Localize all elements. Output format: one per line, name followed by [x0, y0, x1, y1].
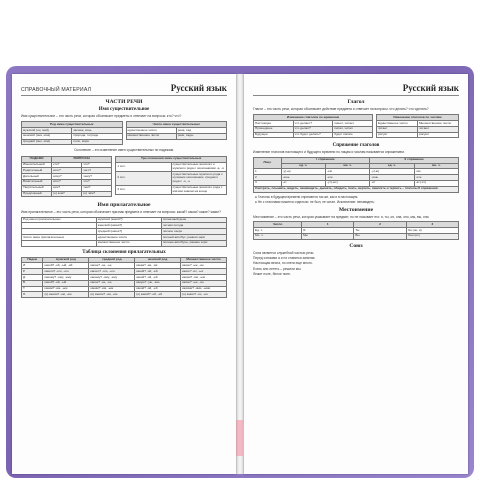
conjugation-definition: Изменение глаголов настоящего и будущего времени по лицам и числам называется спряжением. — [253, 150, 405, 155]
declension-note: Склонение – это изменение имен существительных по падежам. — [74, 148, 174, 153]
adjective-title: Имя прилагательное — [97, 202, 151, 209]
verb-tense-table: Изменение глаголов по временам Настоящее что делает? пишет, читает Прошедшее что делал? писал, читал Будущее что будет делать? будет писать — [253, 114, 373, 138]
verb-title: Глагол — [347, 99, 365, 105]
conjunction-line-1: Перед союзами а и но ставится запятая. — [253, 255, 316, 260]
left-page-header — [21, 83, 227, 96]
noun-number-table: Число имен существительных единственное число река, сад множественное число реки, сады — [126, 121, 228, 139]
reference-label: СПРАВОЧНЫЙ МАТЕРИАЛ — [21, 87, 92, 93]
noun-definition: Имя существительное – это часть речи, которая обозначает предметы и отвечает на вопросы: кто? что? — [21, 114, 182, 118]
pronoun-definition: Местоимение – это часть речи, которая указывает на предмет, но не называет его: я, ты, он, она, оно, мы, вы, они. — [253, 214, 430, 219]
bookmark-ribbon — [236, 420, 243, 456]
conjugation-title: Спряжение глаголов — [332, 143, 380, 149]
verb-number-table: Изменение глаголов по числам Единственное число Множественное число читает читают рисует рисуют — [376, 114, 459, 138]
verb-definition: Глагол – это часть речи, которая обозначает действие предмета и отвечает на вопросы: что делать? что сделать? — [253, 107, 429, 111]
verb-note-1: ● Глаголы в будущем времени спрягаются так же, как и в настоящем. — [255, 194, 359, 199]
parts-of-speech-title: ЧАСТИ РЕЧИ — [105, 99, 143, 105]
adjective-definition: Имя прилагательное – это часть речи, которая обозначает признак предмета и отвечает на вопросы: какой? какая? какое? какие? — [21, 210, 221, 215]
adjective-declension-table: Падеж мужской род средний род женский род Множественное число И. какой? -ой, -ый, -ий какое? -ое, -ее какая? -ая, -яя какие? -ые, -ие Р. какого? -ого, -его какого? -ого, -его какой? -ой, -ей каких? -их, -ых Д. какому? -ому, -ему какому? -ому, -ему какой? -ой, -ей каким? -им, -ым В. какой? -ой, -ый какое? -ое, -ее какую? -ую, -юю какие? -ые, -ие Т. каким? -им, -ым каким? -им, -ым какой? -ой, -ей какими? -ими, -ыми П. (о) каком? -ом, -ем (о) каком? -ом, -ем (о) какой? -ой, -ей (о) каких? -их, -ых — [21, 257, 227, 299]
adjective-declension-title: Таблица склонения прилагательных — [82, 249, 166, 255]
adjective-gender-number-table: Род имен прилагательных мужской (какой?) солнечный день женский (какая?) летняя погода средний (какое?) лесное озеро Число имен прилагательных единственное число полный автобус, ранняя заря множественное число полные автобусы, ранние зори — [21, 217, 227, 247]
conjunction-line-4: Лежит поле, белое поле. — [253, 271, 291, 276]
noun-title: Имя существительное — [98, 107, 150, 112]
right-page-header — [253, 83, 459, 96]
conjunction-title: Союз — [349, 242, 363, 249]
cases-table: ПАДЕЖИ ВОПРОСЫ Именительный кто? что? Родительный кого? чего? Дательный кому? чему? Винительный кого? что? Творительный кем? чем? Предложный (о) ком? (о) чём? — [21, 156, 112, 198]
noun-gender-table: Род имен существительных мужской (он, мой) заснеж, конь женский (она, моя) природа, тетрадь средний (оно, моё) поле, море — [21, 121, 123, 145]
conjunction-line-2: Настоящая весна, но снега еще много. — [253, 261, 313, 266]
right-page — [244, 74, 468, 474]
conjunction-line-3: Ехать или лететь – решили мы. — [253, 266, 302, 271]
conjunction-definition: Союз является служебной частью речи. — [253, 250, 315, 255]
notebook-spine — [236, 74, 244, 474]
declension-types-table: Три склонения имен существительных 1 скл. существительные женского и мужского рода с окончаниями -а, -я 2 скл. существительные мужского рода с нулевым окончанием, среднего рода с -о, -е 3 скл. существительные женского рода с мягким знаком на конце — [115, 156, 227, 195]
pronoun-title: Местоимение — [338, 206, 374, 213]
subject-title-right: Русский язык — [402, 83, 459, 93]
conjugation-table: Лицо I спряжение II спряжение ед. ч. мн. ч. ед. ч. мн. ч. 1 -у(-ю) -ем -у(-ю) -им 2 -ешь -ете -ишь -ите 3 -ет -ут(-ют) -ит -ат(-ят) Смотреть, слышать, видеть, ненавидеть, дышать, обидеть, гнать, вертеть, зависеть и терпеть – глаголы II спряжения. — [253, 157, 459, 193]
pronoun-table: Число 1 2 3 Ед. ч. Я Ты Он (он, и) Мн. ч. Мы Вы Они (их) — [253, 221, 459, 239]
left-page — [12, 74, 236, 474]
verb-note-2: ● Не с глаголами пишется отдельно: не был, не читал. Исключение: ненавидеть. — [255, 199, 375, 204]
subject-title: Русский язык — [170, 83, 227, 93]
